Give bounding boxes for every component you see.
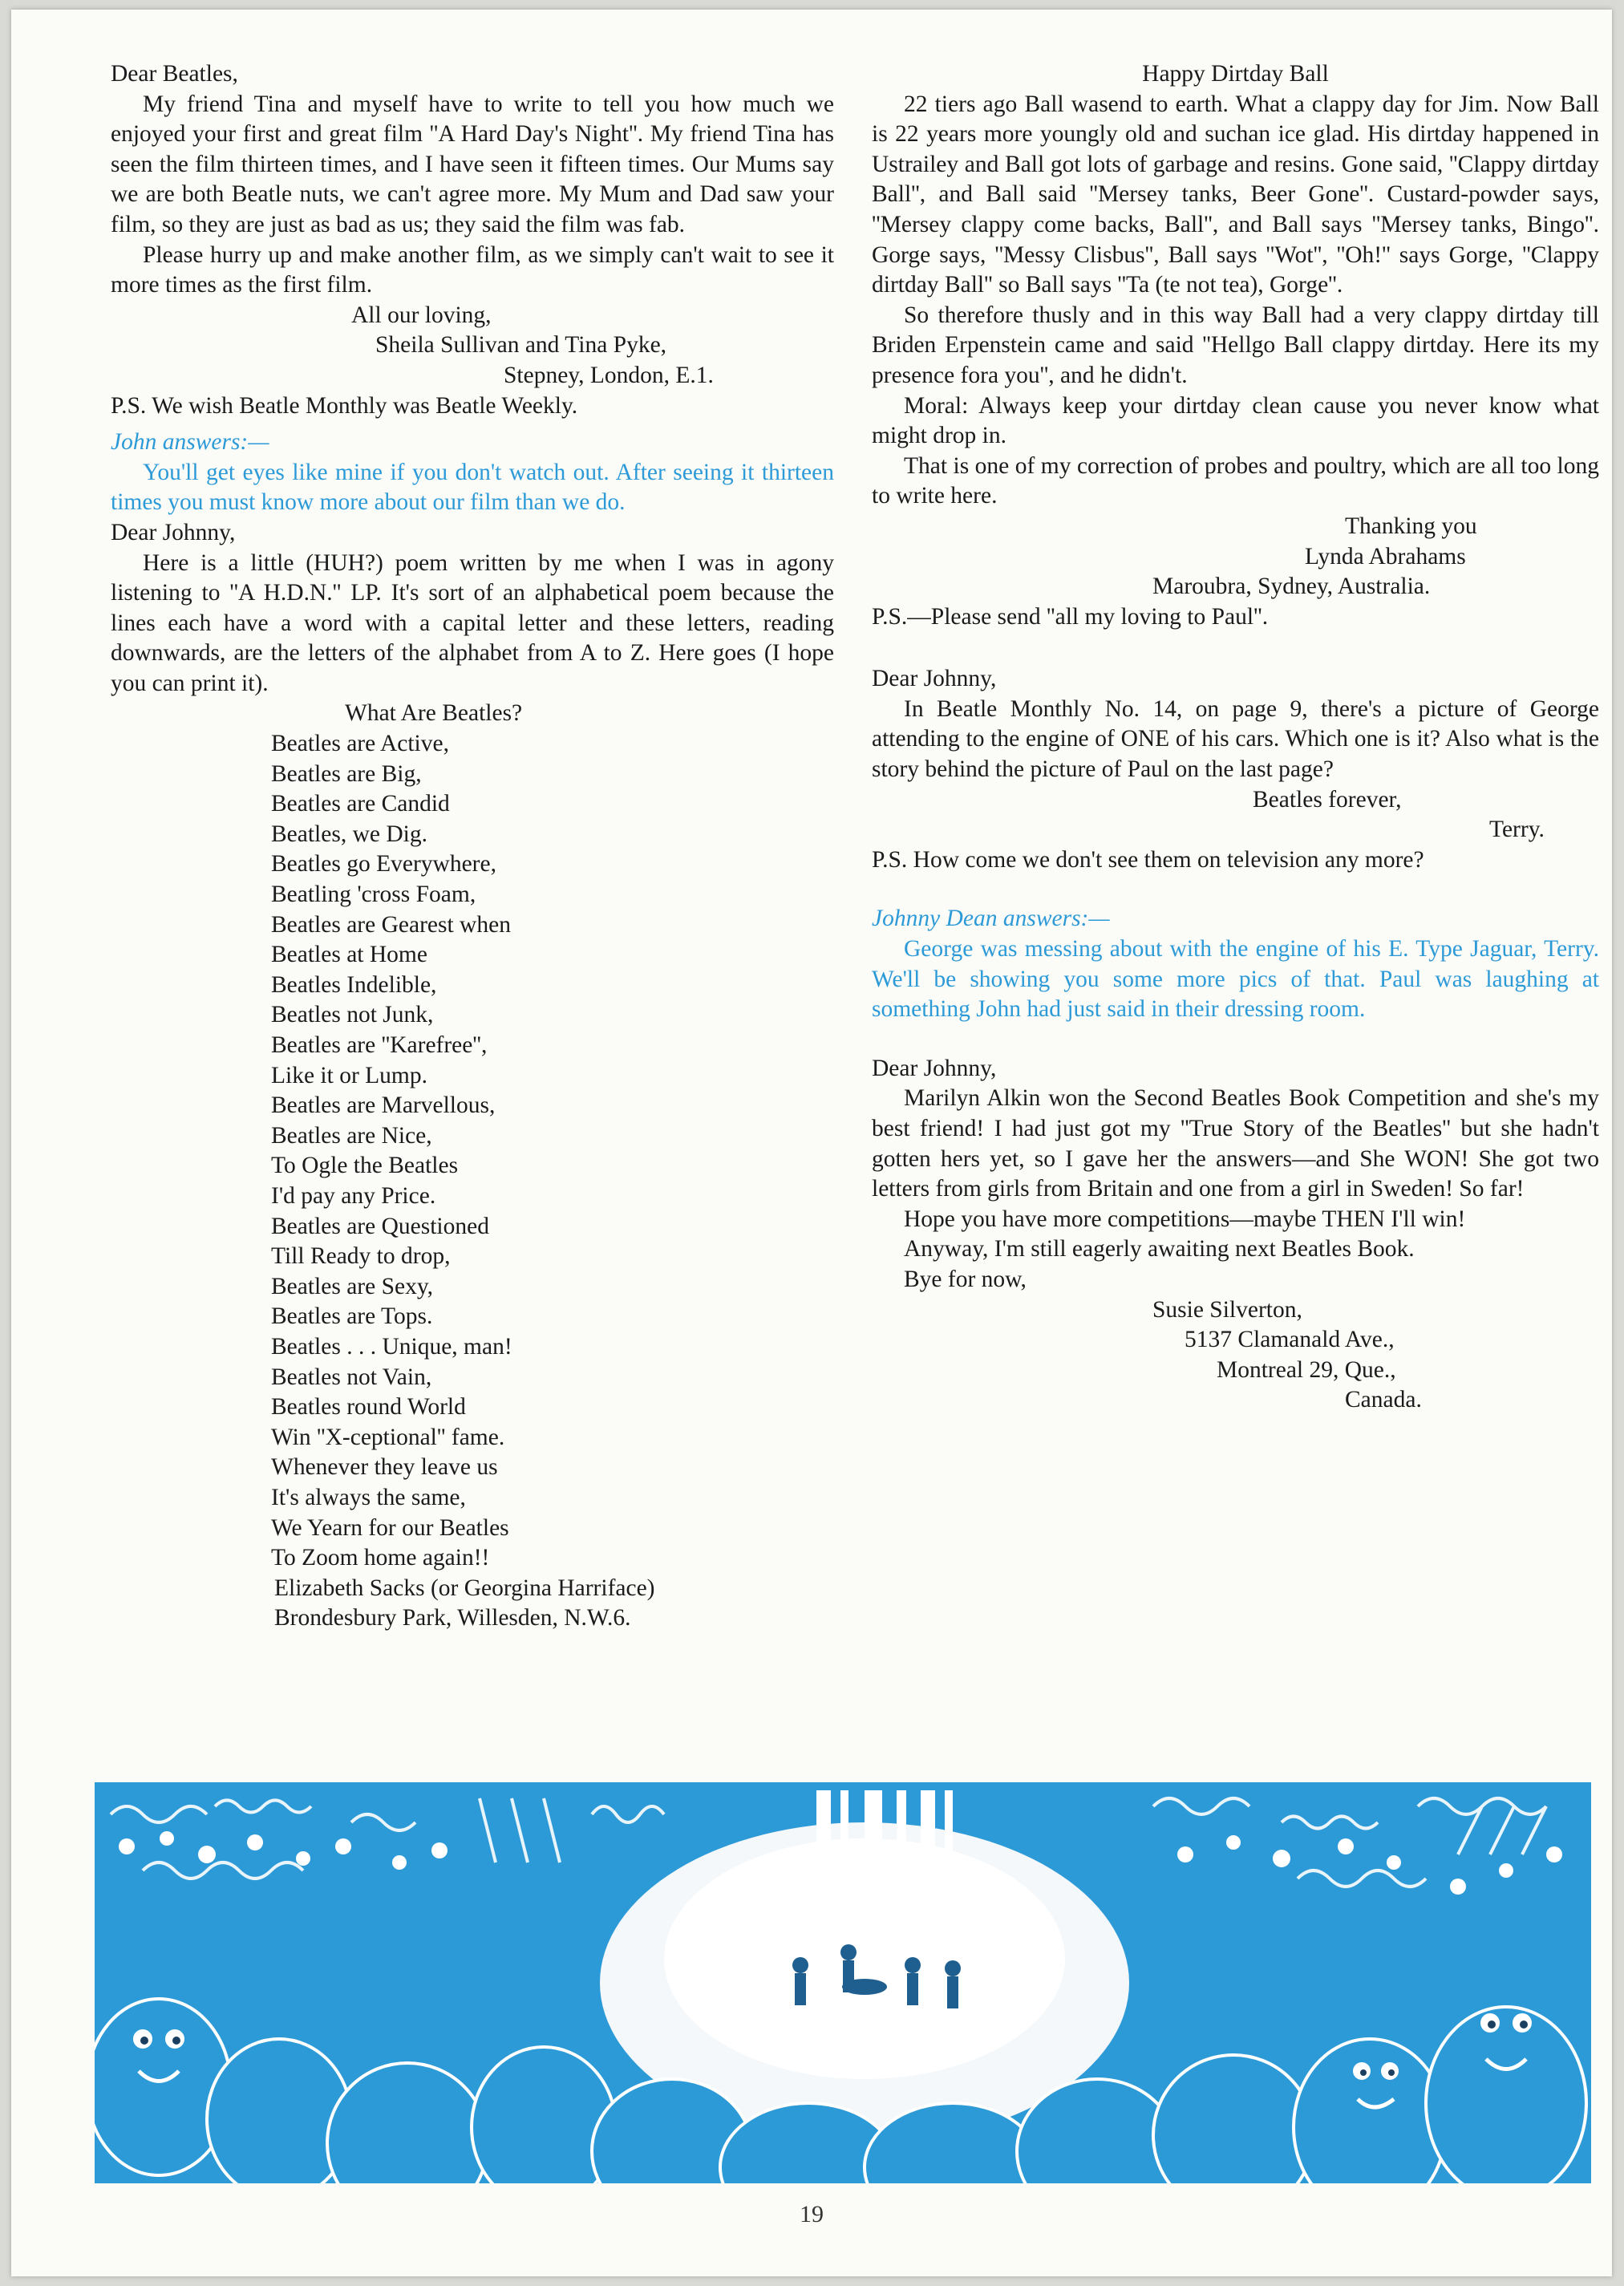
letter-address: Maroubra, Sydney, Australia. (1152, 574, 1431, 600)
letter-signature: Sheila Sullivan and Tina Pyke, (375, 332, 667, 359)
letter-closing: All our loving, (351, 302, 492, 328)
letter-signature: Elizabeth Sacks (or Georgina Harriface) (274, 1575, 655, 1601)
poem-line: Beatles go Everywhere, (271, 851, 496, 878)
right-column (872, 59, 1599, 1416)
poem-line: I'd pay any Price. (271, 1182, 436, 1209)
letter-address: Montreal 29, Que., (1217, 1356, 1396, 1383)
poem-line: Beatles Indelible, (271, 971, 437, 998)
poem (111, 729, 834, 1574)
letter-closing: Beatles forever, (1253, 786, 1402, 813)
letter-address: Brondesbury Park, Willesden, N.W.6. (274, 1605, 631, 1631)
poem-line: Beatles are Marvellous, (271, 1092, 496, 1119)
poem-line: To Zoom home again!! (271, 1545, 490, 1571)
page-number: 19 (800, 2201, 824, 2227)
letter-salutation: Dear Johnny, (872, 1055, 997, 1081)
left-column (111, 59, 834, 1634)
answer-heading: John answers:— (111, 429, 269, 456)
letter-signature: Lynda Abrahams (1305, 543, 1466, 569)
letter-address: Stepney, London, E.1. (504, 362, 714, 388)
poem-line: Beatles are ''Karefree'', (271, 1032, 488, 1058)
letter-signature: Terry. (1489, 817, 1545, 843)
poem-line: Beatles . . . Unique, man! (271, 1333, 512, 1360)
letter-paragraph: My friend Tina and myself have to write to tell you how much we enjoyed your first and great film ''A Hard Day's Night''. My friend Tina has seen the film thirteen times, and I have seen it fifteen times. Our Mums say we are both Beatle nuts, we can't agree more. My Mum and Dad saw your film, so they are just as bad as us; they said the film was fab. (111, 91, 834, 237)
letter-address: Canada. (1345, 1387, 1422, 1413)
poem-line: Beatles are Big, (271, 760, 422, 787)
poem-line: We Yearn for our Beatles (271, 1514, 509, 1541)
letter-paragraph: Marilyn Alkin won the Second Beatles Book Competition and she's my best friend! I had just got my ''True Story of the Beatles'' but she hadn't gotten hers yet, so I gave her the answers—and She WON! She got two letters from girls from Britain and one from a girl in Sweden! So far! (872, 1085, 1599, 1202)
letter-salutation: Dear Beatles, (111, 61, 238, 87)
letter-paragraph: In Beatle Monthly No. 14, on page 9, there's a picture of George attending to the engine of ONE of his cars. Which one is it? Also what is the story behind the picture of Paul on the last page? (872, 695, 1599, 783)
letter-paragraph: Hope you have more competitions—maybe THEN I'll win! (904, 1206, 1466, 1232)
letter-postscript: P.S. We wish Beatle Monthly was Beatle Weekly. (111, 392, 578, 419)
poem-line: Beatles are Tops. (271, 1303, 433, 1330)
poem-line: Beatles are Active, (271, 731, 449, 757)
letter-paragraph: Bye for now, (904, 1266, 1027, 1292)
letter-paragraph: Moral: Always keep your dirtday clean cause you never know what might drop in. (872, 392, 1599, 449)
poem-line: Beatles not Vain, (271, 1364, 432, 1390)
letter-paragraph: So therefore thusly and in this way Ball had a very clappy dirtday till Briden Erpenstein came and said ''Hellgo Ball clappy dirtday. Here its my presence fora you'', and he didn't. (872, 302, 1599, 388)
letter-signature: Susie Silverton, (1152, 1296, 1302, 1323)
letter-paragraph: That is one of my correction of probes and poultry, which are all too long to write here. (872, 452, 1599, 509)
poem-line: Till Ready to drop, (271, 1243, 451, 1270)
answer-heading: Johnny Dean answers:— (872, 906, 1110, 932)
answer-text: You'll get eyes like mine if you don't watch out. After seeing it thirteen times you must know more about our film than we do. (111, 459, 834, 516)
poem-line: Beatles not Junk, (271, 1002, 434, 1028)
letter-closing: Thanking you (1345, 513, 1477, 539)
poem-line: Beatles are Sexy, (271, 1273, 434, 1299)
magazine-page (11, 10, 1612, 2276)
concert-crowd-illustration (95, 1782, 1591, 2183)
poem-line: Win ''X-ceptional'' fame. (271, 1424, 505, 1450)
poem-title: What Are Beatles? (345, 700, 523, 727)
poem-line: Beatles are Questioned (271, 1213, 489, 1239)
poem-line: To Ogle the Beatles (271, 1153, 459, 1179)
poem-line: Like it or Lump. (271, 1062, 427, 1088)
letter-salutation: Dear Johnny, (111, 519, 236, 545)
poem-line: Beatles are Nice, (271, 1122, 432, 1149)
poem-line: Beatles are Gearest when (271, 911, 511, 938)
poem-line: Beatles are Candid (271, 791, 450, 817)
poem-line: It's always the same, (271, 1484, 466, 1510)
letter-salutation: Dear Johnny, (872, 666, 997, 692)
letter-paragraph: Anyway, I'm still eagerly awaiting next Beatles Book. (904, 1236, 1415, 1263)
poem-line: Beatles at Home (271, 942, 427, 968)
poem-line: Beatling 'cross Foam, (271, 882, 476, 908)
letter-paragraph: 22 tiers ago Ball wasend to earth. What a clappy day for Jim. Now Ball is 22 years more youngly old and suchan ice glad. His dirtday happened in Ustrailey and Ball got lots of garbage and resins. Gone said, ''Clappy dirtday Ball'', and Ball said ''Mersey tanks, Beer Gone''. Custard-powder says, ''Mersey clappy come backs, Ball'', and Ball says ''Mersey tanks, Bingo''. Gorge says, ''Messy Clisbus'', Ball says ''Wot'', ''Oh!'' says Gorge, ''Clappy dirtday Ball'' so Ball says ''Ta (te not tea), Gorge''. (872, 91, 1599, 298)
poem-line: Whenever they leave us (271, 1454, 498, 1481)
letter-paragraph: Here is a little (HUH?) poem written by me when I was in agony listening to ''A H.D.N.'' LP. It's sort of an alphabetical poem because the lines each have a word with a capital letter and these letters, reading downwards, are the letters of the alphabet from A to Z. Here goes (I hope you can print it). (111, 549, 834, 696)
letter-paragraph: Please hurry up and make another film, as we simply can't wait to see it more times as the first film. (111, 241, 834, 298)
letter-address: 5137 Clamanald Ave., (1185, 1327, 1395, 1353)
poem-line: Beatles round World (271, 1394, 466, 1421)
letter-postscript: P.S.—Please send ''all my loving to Paul''. (872, 603, 1269, 630)
letter-postscript: P.S. How come we don't see them on television any more? (872, 846, 1424, 873)
poem-line: Beatles, we Dig. (271, 821, 427, 847)
letter-title: Happy Dirtday Ball (1142, 61, 1329, 87)
answer-text: George was messing about with the engine of his E. Type Jaguar, Terry. We'll be showing you some more pics of that. Paul was laughing at something John had just said in their dressing room. (872, 936, 1599, 1023)
